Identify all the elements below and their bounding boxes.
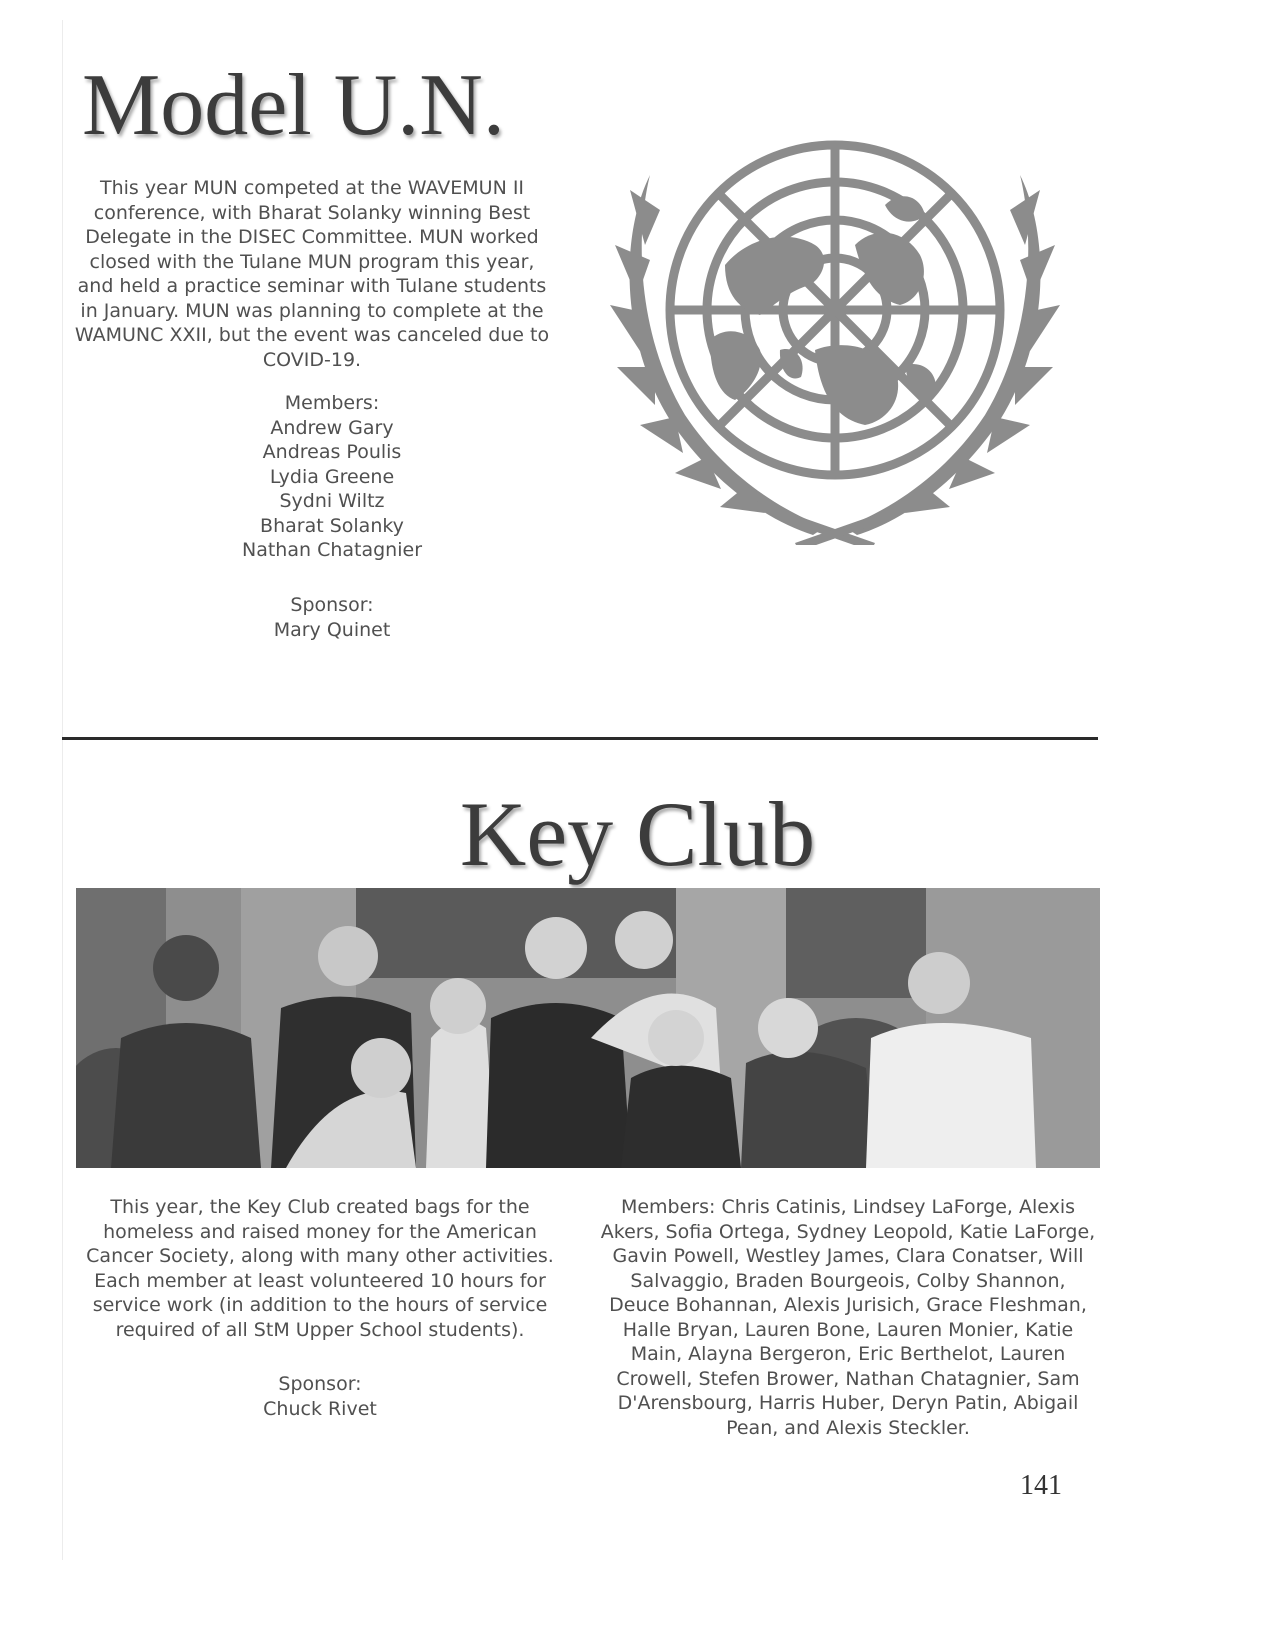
model-un-member: Nathan Chatagnier bbox=[242, 539, 422, 561]
model-un-member: Bharat Solanky bbox=[260, 514, 404, 537]
model-un-member: Sydni Wiltz bbox=[279, 490, 385, 512]
key-club-sponsor-heading: Sponsor: bbox=[278, 1373, 362, 1395]
section-divider bbox=[62, 737, 1098, 740]
model-un-members-heading: Members: bbox=[284, 392, 380, 414]
key-club-sponsor-name: Chuck Rivet bbox=[263, 1397, 377, 1420]
key-club-group-photo bbox=[76, 888, 1100, 1168]
model-un-member: Andreas Poulis bbox=[262, 441, 402, 463]
model-un-member: Andrew Gary bbox=[270, 416, 394, 439]
model-un-title: Model U.N. bbox=[82, 57, 505, 154]
model-un-members bbox=[172, 391, 492, 563]
model-un-sponsor bbox=[172, 593, 492, 642]
key-club-sponsor bbox=[170, 1372, 470, 1421]
key-club-members bbox=[598, 1195, 1098, 1440]
model-un-description bbox=[72, 176, 552, 372]
model-un-description-text: This year MUN competed at the WAVEMUN II conference, with Bharat Solanky winning Best Delegate in the DISEC Committee. MUN worked closed with the Tulane MUN program this year, and held a practice seminar with Tulane students in January. MUN was planning to complete at the WAMUNC XXII, but the event was canceled due to COVID-19. bbox=[74, 177, 550, 371]
key-club-title: Key Club bbox=[459, 783, 816, 885]
united-nations-emblem-icon bbox=[575, 115, 1095, 545]
key-club-description-text: This year, the Key Club created bags for the homeless and raised money for the American Cancer Society, along with many other activities. Each member at least volunteered 10 hours for service work (in addition to the hours of service required of all StM Upper School students). bbox=[86, 1196, 554, 1341]
key-club-members-text: Members: Chris Catinis, Lindsey LaForge, Alexis Akers, Sofia Ortega, Sydney Leopold, Katie LaForge, Gavin Powell, Westley James, Clara Conatser, Will Salvaggio, Braden Bourgeois, Colby Shannon, Deuce Bohannan, Alexis Jurisich, Grace Fleshman, Halle Bryan, Lauren Bone, Lauren Monier, Katie Main, Alayna Bergeron, Eric Berthelot, Lauren Crowell, Stefen Brower, Nathan Chatagnier, Sam D'Arensbourg, Harris Huber, Deryn Patin, Abigail Pean, and Alexis Steckler. bbox=[600, 1196, 1096, 1439]
model-un-sponsor-heading: Sponsor: bbox=[290, 594, 374, 616]
model-un-sponsor-name: Mary Quinet bbox=[273, 618, 391, 641]
key-club-description bbox=[70, 1195, 570, 1342]
page-number: 141 bbox=[1020, 1470, 1062, 1501]
model-un-member: Lydia Greene bbox=[269, 465, 395, 488]
